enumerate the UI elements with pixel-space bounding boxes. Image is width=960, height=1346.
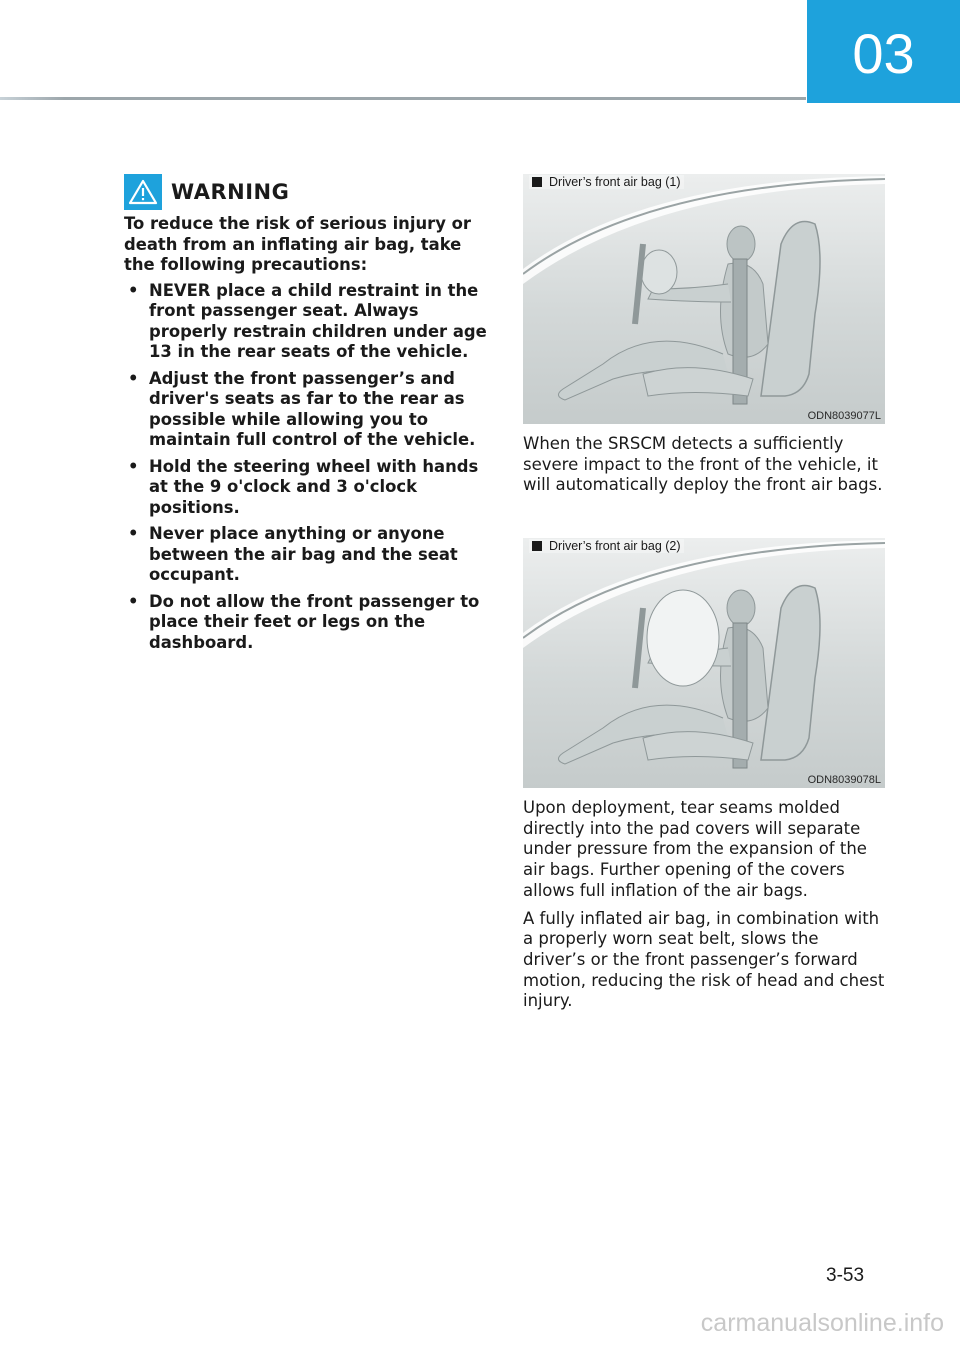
caption-square-icon: [532, 177, 542, 187]
warning-item-text: Never place anything or anyone between the air bag and the seat occupant.: [149, 524, 458, 584]
watermark: carmanualsonline.info: [700, 1309, 944, 1337]
list-item: • NEVER place a child restraint in the front passenger seat. Always properly restrain children under age 13 in the rear seats of the vehicle.: [128, 280, 487, 361]
paragraph: Upon deployment, tear seams molded directly into the pad covers will separate under pressure from the expansion of the air bags. Further opening of the covers allows full inflation of the air bags.: [523, 798, 867, 900]
paragraph: When the SRSCM detects a sufficiently severe impact to the front of the vehicle, it will automatically deploy the front air bags.: [523, 434, 883, 495]
warning-list: [124, 281, 490, 654]
warning-item-text: Do not allow the front passenger to place their feet or legs on the dashboard.: [149, 591, 480, 652]
warning-item-text: Adjust the front passenger’s and driver's seats as far to the rear as possible while allowing you to maintain full control of the vehicle.: [149, 368, 476, 449]
page-number: 3-53: [826, 1265, 865, 1286]
warning-box: [124, 174, 490, 659]
figure-code: ODN8039078L: [807, 774, 881, 786]
airbag-illustration-2: [523, 538, 885, 788]
figure-caption: [529, 175, 684, 189]
chapter-tab: [807, 0, 960, 103]
figure-caption-text: Driver’s front air bag (2): [549, 539, 681, 553]
figure-airbag-1: [523, 174, 885, 424]
warning-intro: To reduce the risk of serious injury or death from an inflating air bag, take the following precautions:: [124, 214, 471, 274]
figure-code: ODN8039077L: [807, 410, 881, 422]
list-item: • Do not allow the front passenger to place their feet or legs on the dashboard.: [128, 591, 480, 652]
list-item: • Hold the steering wheel with hands at the 9 o'clock and 3 o'clock positions.: [128, 456, 479, 517]
warning-header: [124, 174, 490, 210]
list-item: • Adjust the front passenger’s and driver's seats as far to the rear as possible while allowing you to maintain full control of the vehicle.: [128, 368, 476, 449]
figure-caption: [529, 539, 684, 553]
warning-item-text: Hold the steering wheel with hands at the 9 o'clock and 3 o'clock positions.: [149, 456, 479, 517]
paragraph: A fully inflated air bag, in combination with a properly worn seat belt, slows the driver’s or the front passenger’s forward motion, reducing the risk of head and chest injury.: [523, 908, 885, 1011]
caption-square-icon: [532, 541, 542, 551]
warning-title: WARNING: [171, 180, 290, 204]
figure-airbag-2: [523, 538, 885, 788]
warning-triangle-icon: [124, 174, 162, 210]
chapter-number: 03: [852, 22, 915, 85]
warning-item-text: NEVER place a child restraint in the front passenger seat. Always properly restrain children under age 13 in the rear seats of the vehicle.: [149, 280, 487, 361]
airbag-illustration-1: [523, 174, 885, 424]
header-rule: [0, 97, 806, 100]
paragraph-block-2: [523, 798, 885, 1019]
paragraph-block-1: [523, 434, 885, 503]
figure-caption-text: Driver’s front air bag (1): [549, 175, 681, 189]
list-item: • Never place anything or anyone between the air bag and the seat occupant.: [128, 524, 458, 584]
